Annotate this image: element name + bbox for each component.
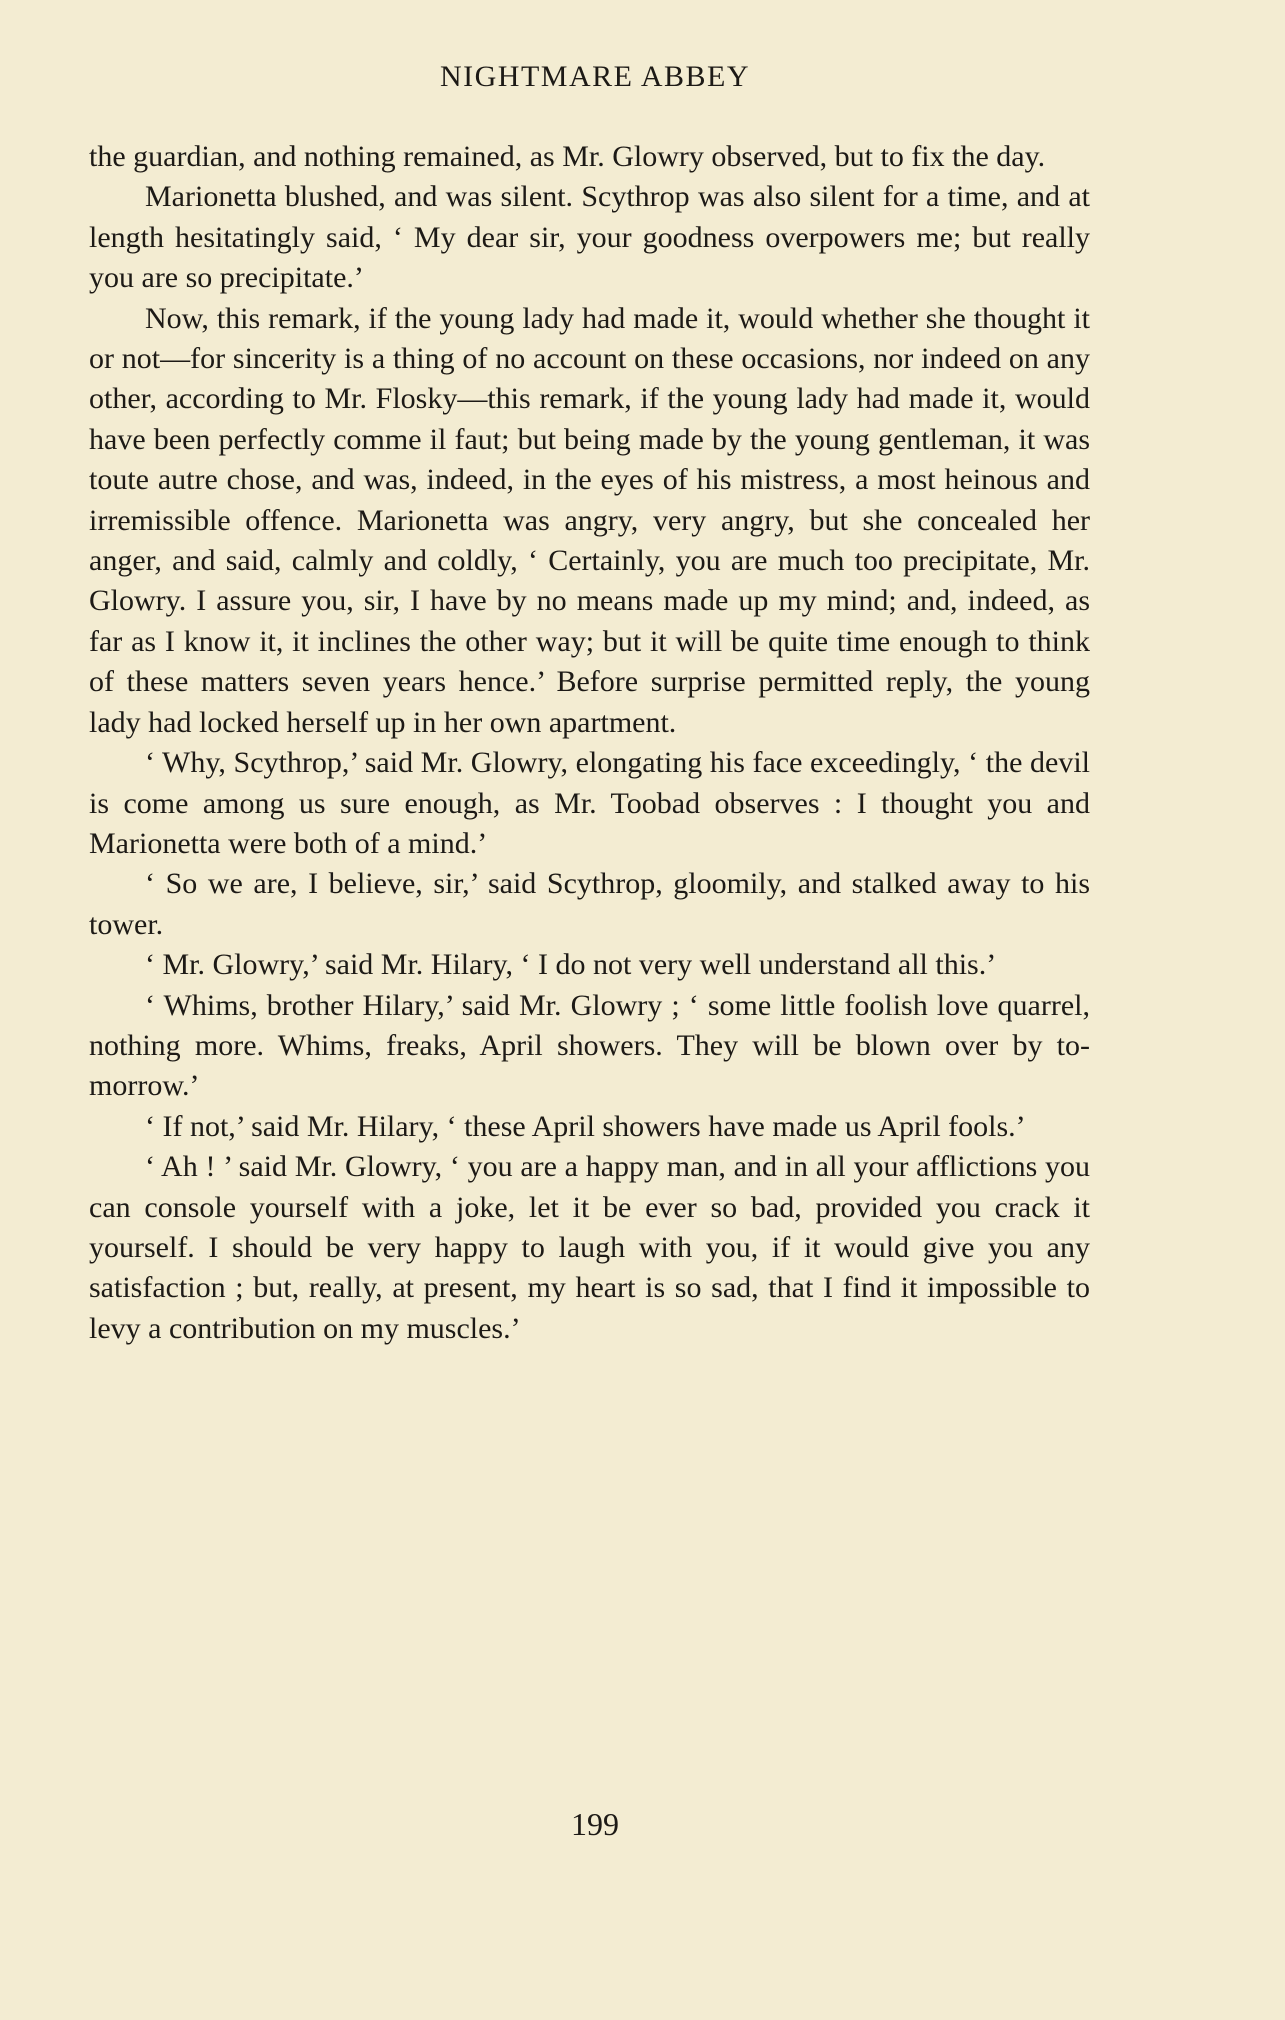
body-text	[89, 137, 1090, 1349]
paragraph: ‘ Why, Scythrop,’ said Mr. Glowry, elongating his face exceedingly, ‘ the devil is come among us sure enough, as Mr. Toobad observes : I thought you and Marionetta were both of a mind.’	[89, 746, 1090, 860]
paragraph: ‘ Mr. Glowry,’ said Mr. Hilary, ‘ I do not very well understand all this.’	[145, 948, 997, 982]
page-number: 199	[571, 1806, 619, 1842]
paragraph: ‘ If not,’ said Mr. Hilary, ‘ these April showers have made us April fools.’	[145, 1109, 1026, 1143]
paragraph: Marionetta blushed, and was silent. Scythrop was also silent for a time, and at length hesitatingly said, ‘ My dear sir, your goodness overpowers me; but really you are so precipitate.’	[89, 180, 1090, 295]
paragraph: the guardian, and nothing remained, as Mr. Glowry observed, but to fix the day.	[89, 140, 1046, 173]
running-title: NIGHTMARE ABBEY	[439, 60, 750, 93]
paragraph: ‘ Ah ! ’ said Mr. Glowry, ‘ you are a happy man, and in all your afflictions you can console yourself with a joke, let it be ever so bad, provided you crack it yourself. I should be very happy to laugh with you, if it would give you any satisfaction ; but, really, at present, my heart is so sad, that I find it impossible to levy a contribution on my muscles.’	[89, 1150, 1090, 1345]
paragraph: ‘ So we are, I believe, sir,’ said Scythrop, gloomily, and stalked away to his tower.	[89, 867, 1090, 941]
paragraph: ‘ Whims, brother Hilary,’ said Mr. Glowry ; ‘ some little foolish love quarrel, nothing more. Whims, freaks, April showers. They will be blown over by to-morrow.’	[89, 988, 1090, 1103]
paragraph: Now, this remark, if the young lady had made it, would whether she thought it or not—for sincerity is a thing of no account on these occasions, nor indeed on any other, according to Mr. Flosky—this remark, if the young lady had made it, would have been perfectly comme il faut; but being made by the young gentleman, it was toute autre chose, and was, indeed, in the eyes of his mistress, a most heinous and irremissible offence. Marionetta was angry, very angry, but she concealed her anger, and said, calmly and coldly, ‘ Certainly, you are much too precipitate, Mr. Glowry. I assure you, sir, I have by no means made up my mind; and, indeed, as far as I know it, it inclines the other way; but it will be quite time enough to think of these matters seven years hence.’ Before surprise permitted reply, the young lady had locked herself up in her own apartment.	[89, 301, 1090, 739]
